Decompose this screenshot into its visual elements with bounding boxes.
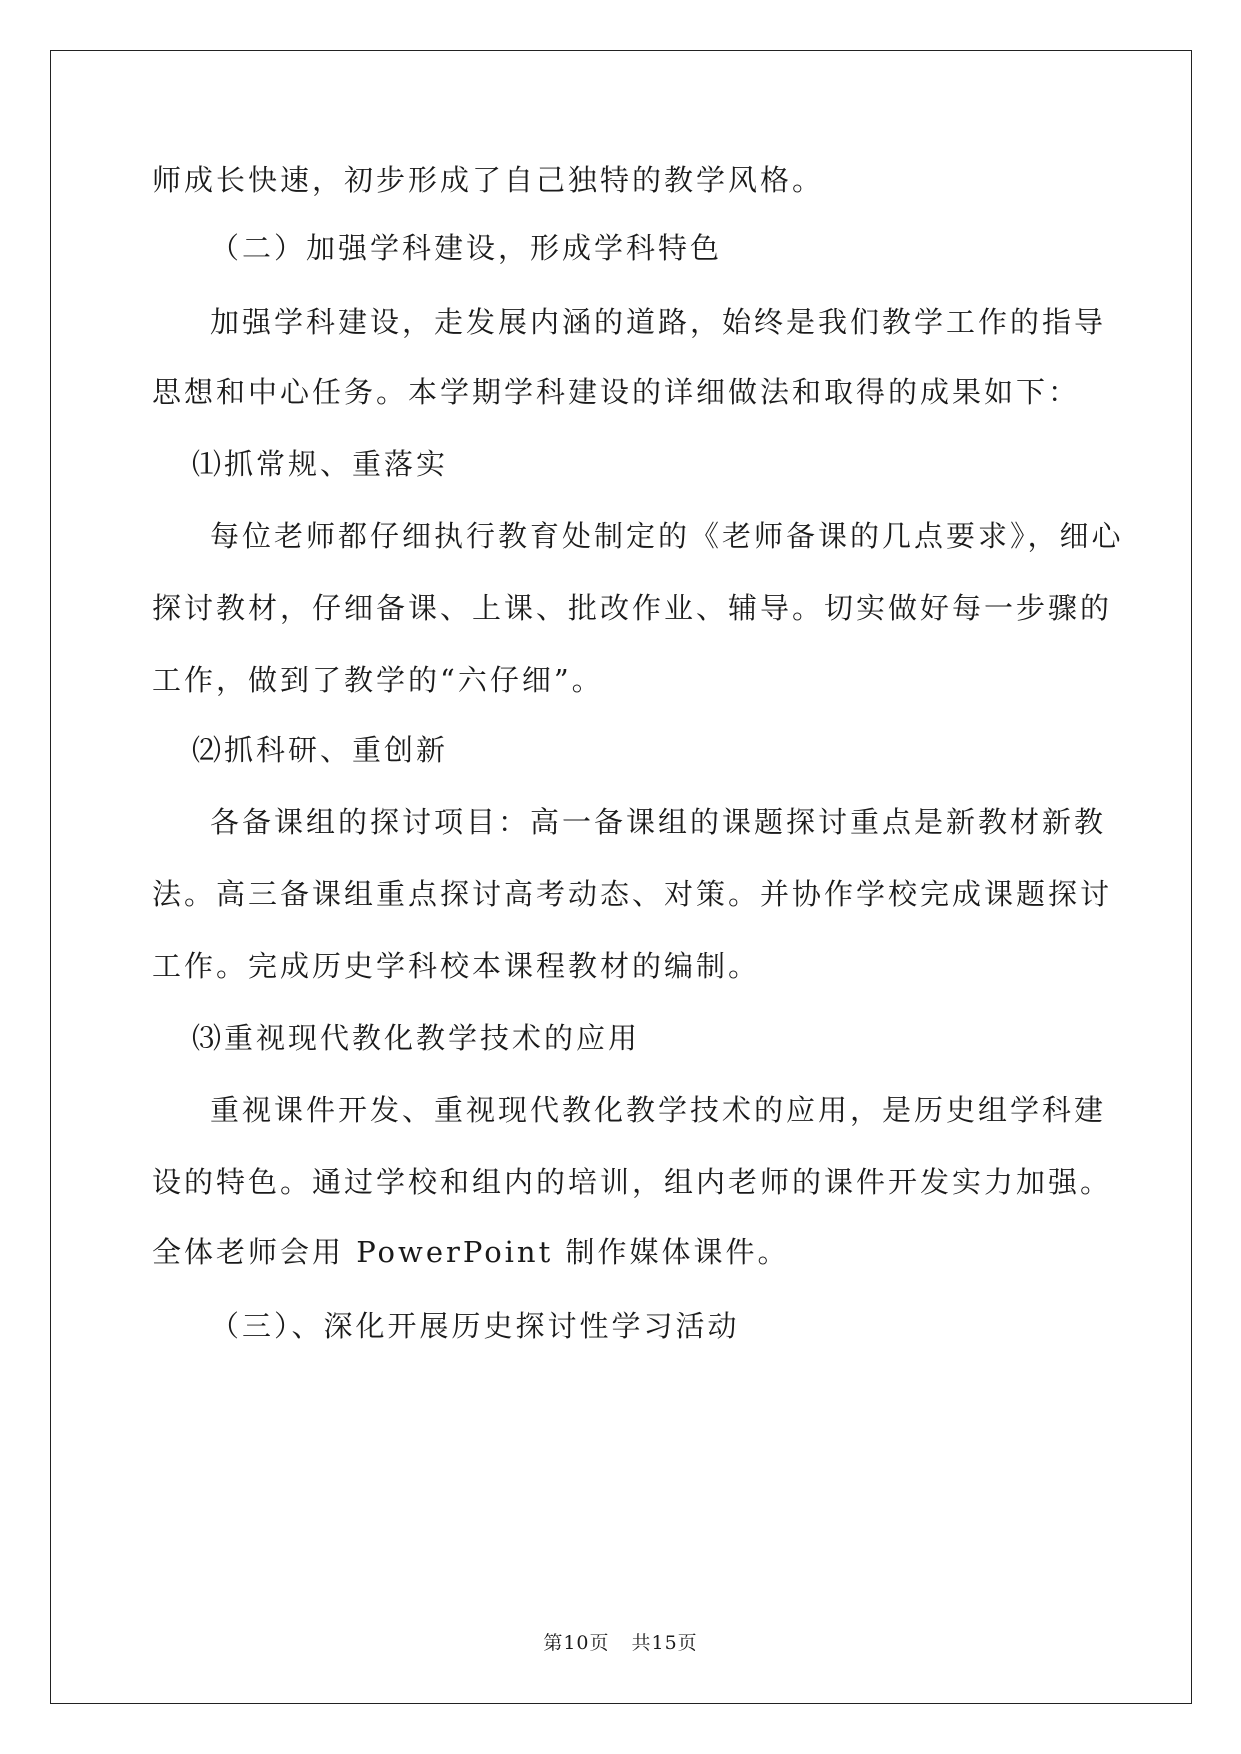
paragraph-line: 探讨教材，仔细备课、上课、批改作业、辅导。切实做好每一步骤的 xyxy=(152,591,1113,625)
paragraph-line: 工作，做到了教学的“六仔细”。 xyxy=(152,663,604,697)
page-footer xyxy=(0,1628,1241,1655)
subsection-heading: ⑶重视现代教化教学技术的应用 xyxy=(192,1021,641,1055)
paragraph-line: 思想和中心任务。本学期学科建设的详细做法和取得的成果如下： xyxy=(152,375,1081,409)
paragraph-line: 加强学科建设，走发展内涵的道路，始终是我们教学工作的指导 xyxy=(210,305,1107,339)
total-pages: 共15页 xyxy=(631,1632,698,1654)
paragraph-line: 重视课件开发、重视现代教化教学技术的应用，是历史组学科建 xyxy=(210,1093,1107,1127)
subsection-heading: ⑴抓常规、重落实 xyxy=(192,447,449,481)
paragraph-line: 设的特色。通过学校和组内的培训，组内老师的课件开发实力加强。 xyxy=(152,1165,1113,1199)
section-heading: （二）加强学科建设，形成学科特色 xyxy=(210,231,723,265)
paragraph-line: 每位老师都仔细执行教育处制定的《老师备课的几点要求》，细心 xyxy=(210,519,1124,553)
subsection-heading: ⑵抓科研、重创新 xyxy=(192,733,449,767)
paragraph-line: 工作。完成历史学科校本课程教材的编制。 xyxy=(152,949,761,983)
paragraph-line: 全体老师会用 PowerPoint 制作媒体课件。 xyxy=(152,1235,790,1269)
section-heading: （三）、深化开展历史探讨性学习活动 xyxy=(210,1309,740,1343)
paragraph-line: 各备课组的探讨项目：高一备课组的课题探讨重点是新教材新教 xyxy=(210,805,1107,839)
paragraph-line: 法。高三备课组重点探讨高考动态、对策。并协作学校完成课题探讨 xyxy=(152,877,1113,911)
current-page-number: 第10页 xyxy=(543,1632,610,1654)
paragraph-line: 师成长快速，初步形成了自己独特的教学风格。 xyxy=(152,163,825,197)
